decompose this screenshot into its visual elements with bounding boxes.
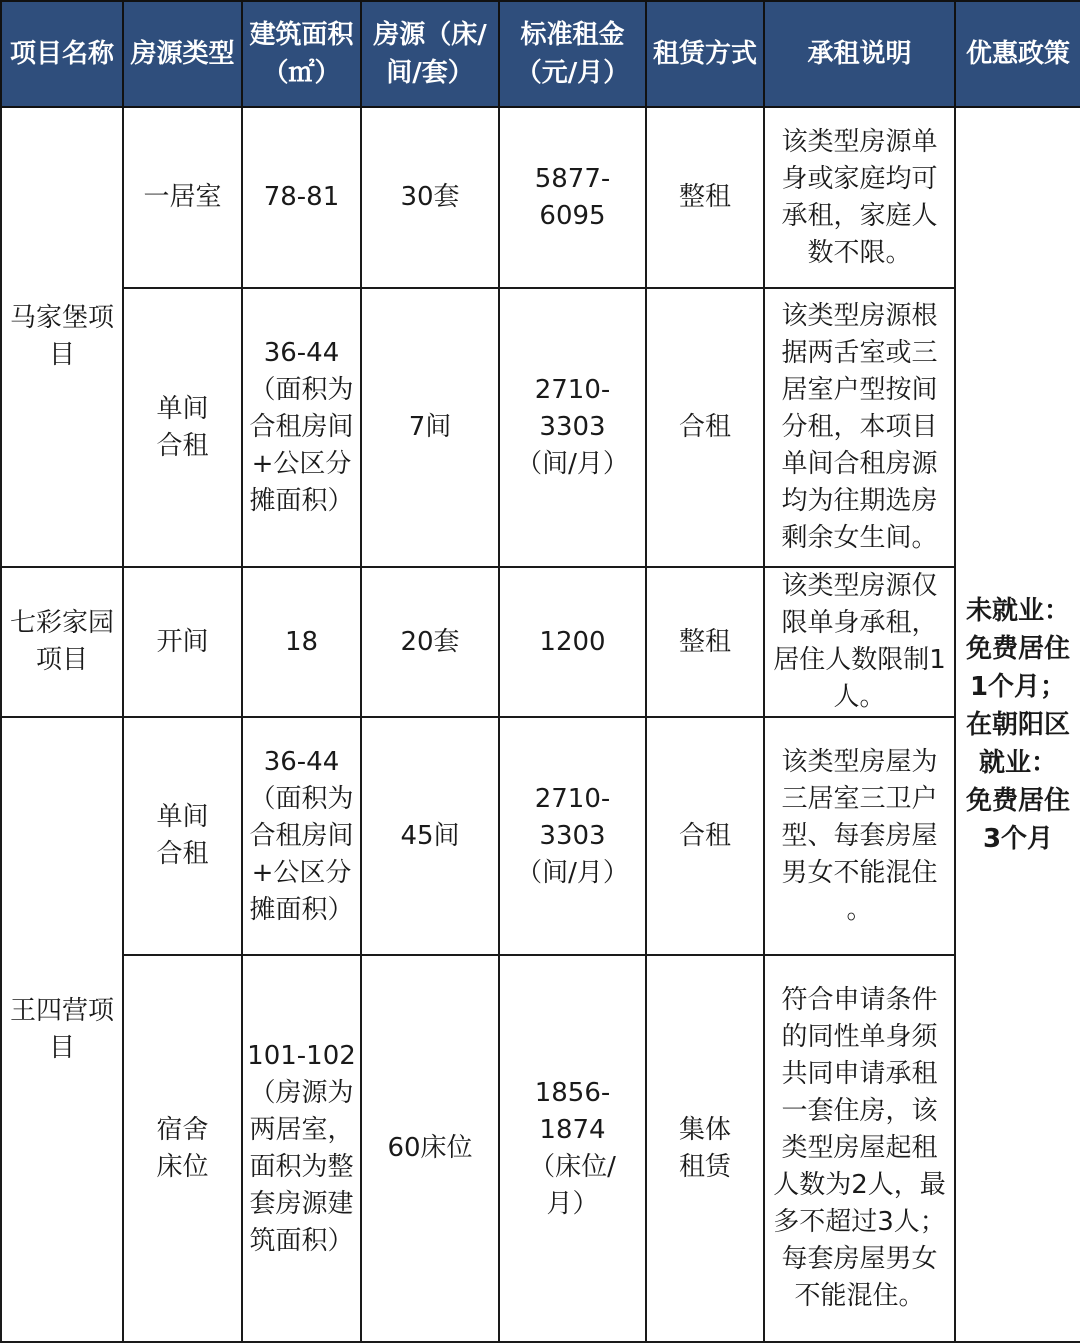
room-type-cell: 单间 合租 <box>123 717 242 955</box>
project-name-cell: 马家堡项 目 <box>1 107 123 567</box>
header-room-type: 房源类型 <box>123 1 242 107</box>
header-project-name: 项目名称 <box>1 1 123 107</box>
rent-cell: 2710-3303 （间/月） <box>499 717 646 955</box>
table-row <box>1 567 1080 717</box>
area-cell: 18 <box>242 567 361 717</box>
rent-cell: 1200 <box>499 567 646 717</box>
lease-mode-cell: 整租 <box>646 107 764 288</box>
lease-mode-cell: 集体 租赁 <box>646 955 764 1342</box>
lease-mode-cell: 整租 <box>646 567 764 717</box>
lease-mode-cell: 合租 <box>646 288 764 567</box>
unit-count-cell: 20套 <box>361 567 499 717</box>
unit-count-cell: 30套 <box>361 107 499 288</box>
header-standard-rent: 标准租金 （元/月） <box>499 1 646 107</box>
table-header-row <box>1 1 1080 107</box>
unit-count-cell: 45间 <box>361 717 499 955</box>
area-cell: 101-102 （房源为 两居室， 面积为整 套房源建 筑面积） <box>242 955 361 1342</box>
project-name-cell: 七彩家园 项目 <box>1 567 123 717</box>
header-building-area: 建筑面积 （㎡） <box>242 1 361 107</box>
unit-count-cell: 7间 <box>361 288 499 567</box>
header-unit-count: 房源（床/ 间/套） <box>361 1 499 107</box>
unit-count-cell: 60床位 <box>361 955 499 1342</box>
lease-note-cell: 符合申请条件 的同性单身须 共同申请承租 一套住房，该 类型房屋起租 人数为2人，最 多不超过3人； 每套房屋男女 不能混住。 <box>764 955 955 1342</box>
table-row <box>1 107 1080 288</box>
header-discount-policy: 优惠政策 <box>955 1 1080 107</box>
rent-cell: 2710-3303 （间/月） <box>499 288 646 567</box>
area-cell: 36-44 （面积为 合租房间 +公区分 摊面积） <box>242 717 361 955</box>
area-cell: 78-81 <box>242 107 361 288</box>
lease-mode-cell: 合租 <box>646 717 764 955</box>
lease-note-cell: 该类型房屋为 三居室三卫户 型、每套房屋 男女不能混住 。 <box>764 717 955 955</box>
room-type-cell: 开间 <box>123 567 242 717</box>
lease-note-cell: 该类型房源单 身或家庭均可 承租，家庭人 数不限。 <box>764 107 955 288</box>
room-type-cell: 单间 合租 <box>123 288 242 567</box>
lease-note-cell: 该类型房源仅 限单身承租， 居住人数限制1 人。 <box>764 567 955 717</box>
header-lease-note: 承租说明 <box>764 1 955 107</box>
discount-policy-cell: 未就业： 免费居住 1个月； 在朝阳区 就业： 免费居住 3个月 <box>955 107 1080 1342</box>
room-type-cell: 宿舍 床位 <box>123 955 242 1342</box>
table-row <box>1 288 1080 567</box>
table-row <box>1 717 1080 955</box>
header-lease-mode: 租赁方式 <box>646 1 764 107</box>
rent-cell: 1856-1874 （床位/ 月） <box>499 955 646 1342</box>
rent-cell: 5877-6095 <box>499 107 646 288</box>
project-name-cell: 王四营项 目 <box>1 717 123 1342</box>
lease-note-cell: 该类型房源根 据两舌室或三 居室户型按间 分租，本项目 单间合租房源 均为往期选房 剩余女生间。 <box>764 288 955 567</box>
table-row <box>1 955 1080 1342</box>
room-type-cell: 一居室 <box>123 107 242 288</box>
area-cell: 36-44 （面积为 合租房间 +公区分 摊面积） <box>242 288 361 567</box>
